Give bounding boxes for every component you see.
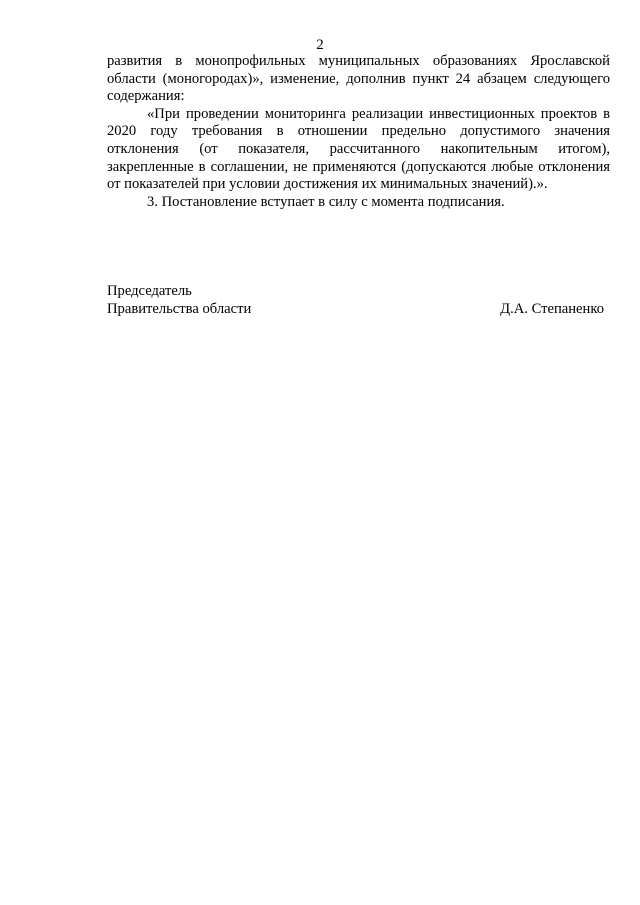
page-number: 2 <box>316 37 324 53</box>
signature-row <box>107 301 604 319</box>
signatory-name: Д.А. Степаненко <box>500 300 604 317</box>
signatory-title-line2: Правительства области <box>107 300 252 317</box>
document-body <box>107 53 610 211</box>
signatory-title-line1: Председатель <box>107 283 192 299</box>
signature-block <box>107 283 604 318</box>
paragraph-continuation: развития в монопрофильных муниципальных образованиях Ярославской области (моногородах)», изменение, дополнив пункт 24 абзацем следующего содержания: <box>107 53 610 105</box>
paragraph-quoted-amendment: «При проведении мониторинга реализации инвестиционных проектов в 2020 году требования в отношении предельно допустимого значения отклонения (от показателя, рассчитанного накопительным итогом), закрепленные в соглашении, не применяются (допускаются любые отклонения от показателей при условии достижения их минимальных значений).». <box>107 105 610 193</box>
paragraph-effective-date: 3. Постановление вступает в силу с момента подписания. <box>147 193 505 210</box>
